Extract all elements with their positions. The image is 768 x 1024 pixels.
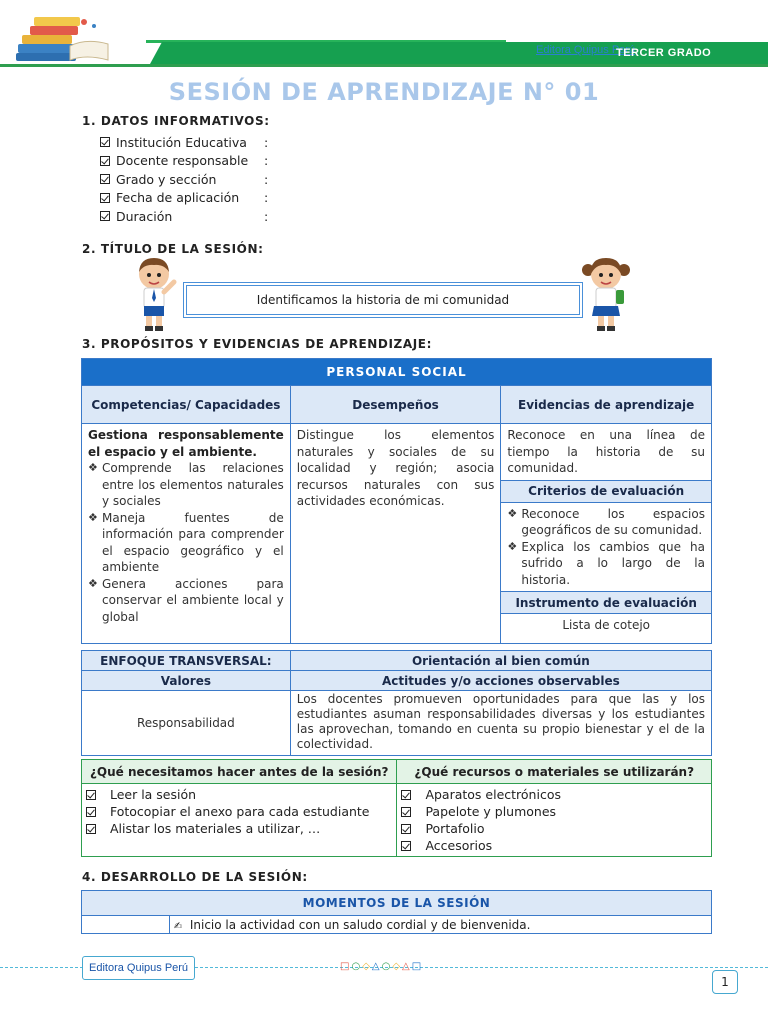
info-item: Docente responsable : (100, 152, 268, 171)
section-heading-titulo: 2. TÍTULO DE LA SESIÓN: (82, 242, 264, 256)
moments-table (81, 890, 712, 934)
checkbox-icon (401, 841, 411, 851)
header-publisher-link[interactable]: Editora Quipus Perú (536, 44, 636, 56)
col-evidencias: Evidencias de aprendizaje (501, 386, 712, 424)
criterios-cell (501, 502, 712, 592)
checkbox-icon (100, 137, 110, 147)
girl-character-illustration (580, 254, 632, 336)
list-item: ❖ Maneja fuentes de información para comprender el espacio geográfico y el ambiente (88, 510, 284, 574)
moment-text-cell: ✍ Inicio la actividad con un saludo cordial y de bienvenida. (169, 916, 711, 934)
page-number: 1 (712, 970, 738, 994)
antes-header: ¿Qué necesitamos hacer antes de la sesión? (82, 760, 397, 784)
info-item: Grado y sección : (100, 170, 268, 189)
valores-header: Valores (82, 671, 291, 691)
col-desempenos: Desempeños (290, 386, 501, 424)
info-item: Duración : (100, 207, 268, 226)
section-heading-propositos: 3. PROPÓSITOS Y EVIDENCIAS DE APRENDIZAJE: (82, 337, 433, 351)
enfoque-table (81, 650, 712, 756)
checkbox-icon (401, 790, 411, 800)
competencias-cell (82, 424, 291, 644)
checkbox-icon (86, 824, 96, 834)
checkbox-icon (401, 824, 411, 834)
diamond-bullet-icon: ❖ (88, 510, 98, 524)
instrumento-header: Instrumento de evaluación (501, 592, 712, 614)
diamond-bullet-icon: ❖ (88, 576, 98, 590)
header-grade: TERCER GRADO (616, 47, 712, 59)
desempeno-cell: Distingue los elementos naturales y sociales de su localidad y región; asocia recursos naturales con sus actividades económicas. (290, 424, 501, 644)
checkbox-icon (86, 790, 96, 800)
list-item: ❖ Comprende las relaciones entre los elementos naturales y sociales (88, 461, 284, 508)
boy-character-illustration (130, 254, 180, 336)
section-heading-datos: 1. DATOS INFORMATIVOS: (82, 114, 270, 128)
checkbox-icon (100, 156, 110, 166)
list-item: Alistar los materiales a utilizar, … (86, 820, 392, 837)
list-item: ❖ Genera acciones para conservar el ambiente local y global (88, 576, 284, 624)
list-item: Fotocopiar el anexo para cada estudiante (86, 803, 392, 820)
checkbox-icon (100, 211, 110, 221)
section-heading-desarrollo: 4. DESARROLLO DE LA SESIÓN: (82, 870, 308, 884)
enfoque-name: Orientación al bien común (290, 651, 711, 671)
checkbox-icon (100, 174, 110, 184)
moment-label-cell (82, 916, 170, 934)
recursos-header: ¿Qué recursos o materiales se utilizarán? (397, 760, 712, 784)
checkbox-icon (401, 807, 411, 817)
preparation-table (81, 759, 712, 857)
info-item: Institución Educativa : (100, 133, 268, 152)
criterios-header: Criterios de evaluación (501, 480, 712, 502)
col-competencias: Competencias/ Capacidades (82, 386, 291, 424)
decorative-shapes-icon: □○◇△○◇△□ (340, 961, 424, 972)
evidencia-cell: Reconoce en una línea de tiempo la historia de su comunidad. (501, 424, 712, 481)
header-rule (0, 64, 768, 67)
list-item: ❖ Explica los cambios que ha sufrido a lo largo de la historia. (507, 539, 705, 587)
list-item: ❖ Reconoce los espacios geográficos de su comunidad. (507, 506, 705, 537)
actitudes-header: Actitudes y/o acciones observables (290, 671, 711, 691)
list-item: Aparatos electrónicos (401, 786, 707, 803)
checkbox-icon (100, 193, 110, 203)
diamond-bullet-icon: ❖ (88, 461, 98, 474)
antes-cell (82, 784, 397, 857)
diamond-bullet-icon: ❖ (507, 506, 518, 520)
list-item: Accesorios (401, 837, 707, 854)
footer-publisher: Editora Quipus Perú (82, 956, 195, 980)
enfoque-label: ENFOQUE TRANSVERSAL: (82, 651, 291, 671)
list-item: Leer la sesión (86, 786, 392, 803)
valor-cell: Responsabilidad (82, 691, 291, 756)
list-item: Papelote y plumones (401, 803, 707, 820)
purposes-table (81, 358, 712, 644)
info-item: Fecha de aplicación : (100, 189, 268, 208)
info-list (100, 133, 268, 226)
session-title: Identificamos la historia de mi comunidad (186, 285, 580, 315)
diamond-bullet-icon: ❖ (507, 539, 518, 553)
books-illustration (12, 10, 122, 64)
area-header: PERSONAL SOCIAL (82, 359, 712, 386)
writing-hand-icon: ✍ (173, 920, 183, 932)
checkbox-icon (86, 807, 96, 817)
instrumento-cell: Lista de cotejo (501, 614, 712, 644)
moments-header: MOMENTOS DE LA SESIÓN (82, 891, 712, 916)
page-title: SESIÓN DE APRENDIZAJE N° 01 (168, 78, 600, 106)
actitud-cell: Los docentes promueven oportunidades para que las y los estudiantes asuman responsabilidades diversas y los estudiantes las aprovechan, tomando en cuenta su propio bienestar y el de la colectividad. (290, 691, 711, 756)
competencia-text: Gestiona responsablemente el espacio y el ambiente. (88, 428, 284, 459)
session-title-box (183, 282, 583, 318)
list-item: Portafolio (401, 820, 707, 837)
recursos-cell (397, 784, 712, 857)
